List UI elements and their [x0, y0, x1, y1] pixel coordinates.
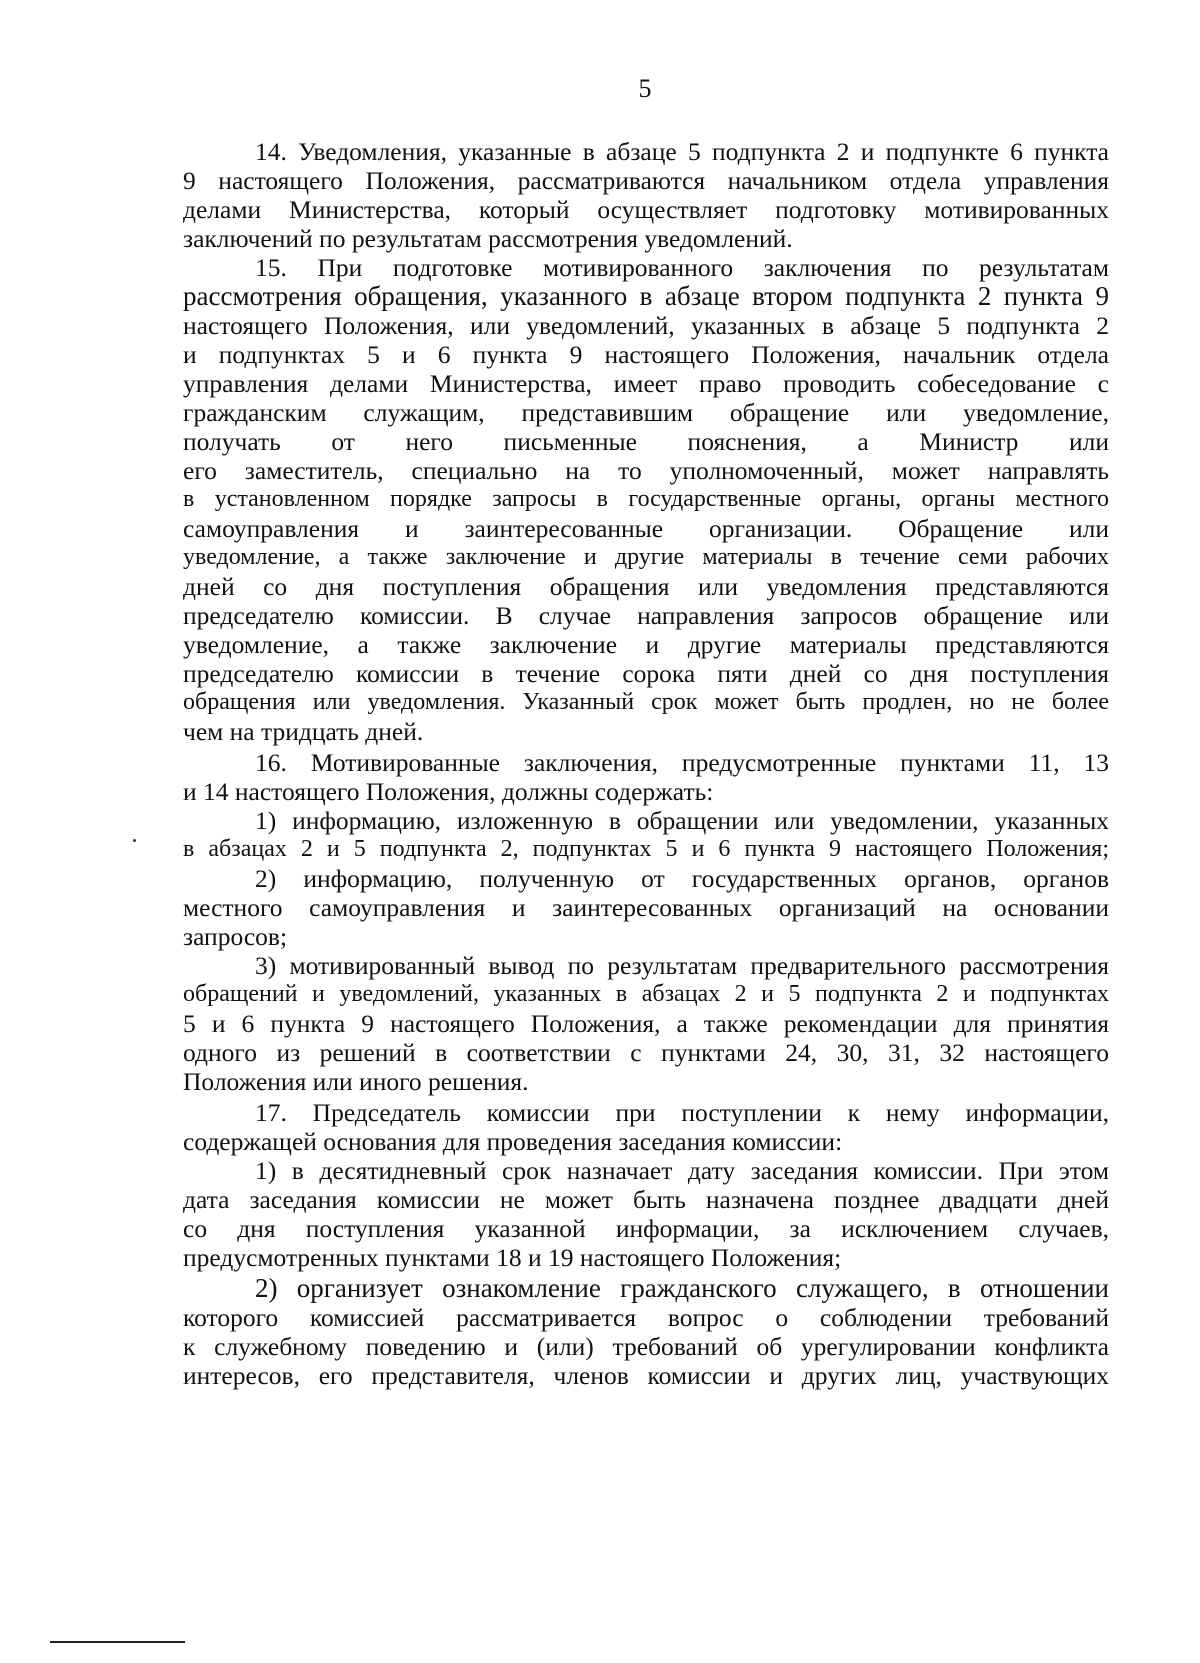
text-line: управления делами Министерства, имеет право проводить собеседование с [183, 369, 1109, 398]
text-line: делами Министерства, который осуществляет подготовку мотивированных [183, 195, 1109, 224]
text-line: обращения или уведомления. Указанный срок может быть продлен, но не более [183, 689, 1109, 715]
text-line: дата заседания комиссии не может быть назначена позднее двадцати дней [183, 1185, 1109, 1214]
text-line: самоуправления и заинтересованные организации. Обращение или [183, 514, 1109, 543]
footnote-rule [50, 1641, 185, 1643]
text-line: 14. Уведомления, указанные в абзаце 5 подпункта 2 и подпункте 6 пункта [255, 137, 1109, 166]
text-line: в абзацах 2 и 5 подпункта 2, подпунктах 5 и 6 пункта 9 настоящего Положения; [183, 836, 1109, 862]
text-line: содержащей основания для проведения заседания комиссии: [183, 1127, 843, 1156]
text-line: и подпунктах 5 и 6 пункта 9 настоящего Положения, начальник отдела [183, 340, 1109, 369]
text-line: со дня поступления указанной информации, за исключением случаев, [183, 1214, 1109, 1243]
text-line: к служебному поведению и (или) требований об урегулировании конфликта [183, 1332, 1109, 1361]
text-line: председателю комиссии. В случае направления запросов обращение или [183, 601, 1109, 630]
text-line: которого комиссией рассматривается вопрос о соблюдении требований [183, 1303, 1109, 1332]
text-line: дней со дня поступления обращения или уведомления представляются [183, 572, 1109, 601]
text-line: 1) в десятидневный срок назначает дату заседания комиссии. При этом [255, 1156, 1109, 1185]
text-line: чем на тридцать дней. [183, 717, 424, 746]
text-line: 2) организует ознакомление гражданского служащего, в отношении [255, 1274, 1109, 1303]
text-line: 5 и 6 пункта 9 настоящего Положения, а также рекомендации для принятия [183, 1009, 1109, 1038]
text-line: Положения или иного решения. [183, 1067, 529, 1096]
text-line: получать от него письменные пояснения, а Министр или [183, 427, 1109, 456]
text-line: 3) мотивированный вывод по результатам предварительного рассмотрения [255, 951, 1109, 980]
text-line: одного из решений в соответствии с пунктами 24, 30, 31, 32 настоящего [183, 1038, 1109, 1067]
text-line: интересов, его представителя, членов комиссии и других лиц, участвующих [183, 1361, 1109, 1390]
text-line: запросов; [183, 922, 288, 951]
text-line: настоящего Положения, или уведомлений, указанных в абзаце 5 подпункта 2 [183, 311, 1109, 340]
text-line: и 14 настоящего Положения, должны содержать: [183, 777, 714, 806]
text-line: местного самоуправления и заинтересованных организаций на основании [183, 893, 1109, 922]
text-line: 15. При подготовке мотивированного заключения по результатам [255, 253, 1109, 282]
text-line: предусмотренных пунктами 18 и 19 настоящего Положения; [183, 1243, 842, 1272]
text-line: гражданским служащим, представившим обращение или уведомление, [183, 398, 1109, 427]
text-line: рассмотрения обращения, указанного в абзаце втором подпункта 2 пункта 9 [183, 282, 1109, 311]
text-line: обращений и уведомлений, указанных в абзацах 2 и 5 подпункта 2 и подпунктах [183, 981, 1109, 1007]
text-line: 1) информацию, изложенную в обращении или уведомлении, указанных [255, 806, 1109, 835]
text-line: его заместитель, специально на то уполномоченный, может направлять [183, 456, 1109, 485]
scan-speck [133, 839, 136, 842]
text-line: уведомление, а также заключение и другие материалы представляются [183, 630, 1109, 659]
text-line: в установленном порядке запросы в государственные органы, органы местного [183, 486, 1109, 512]
text-line: председателю комиссии в течение сорока пяти дней со дня поступления [183, 659, 1109, 688]
text-line: уведомление, а также заключение и другие материалы в течение семи рабочих [183, 544, 1109, 570]
text-line: заключений по результатам рассмотрения уведомлений. [183, 224, 793, 253]
document-body [183, 137, 1109, 1390]
text-line: 2) информацию, полученную от государственных органов, органов [255, 864, 1109, 893]
text-line: 17. Председатель комиссии при поступлении к нему информации, [255, 1098, 1109, 1127]
page-number: 5 [638, 74, 652, 103]
text-line: 16. Мотивированные заключения, предусмотренные пунктами 11, 13 [255, 748, 1109, 777]
text-line: 9 настоящего Положения, рассматриваются начальником отдела управления [183, 166, 1109, 195]
